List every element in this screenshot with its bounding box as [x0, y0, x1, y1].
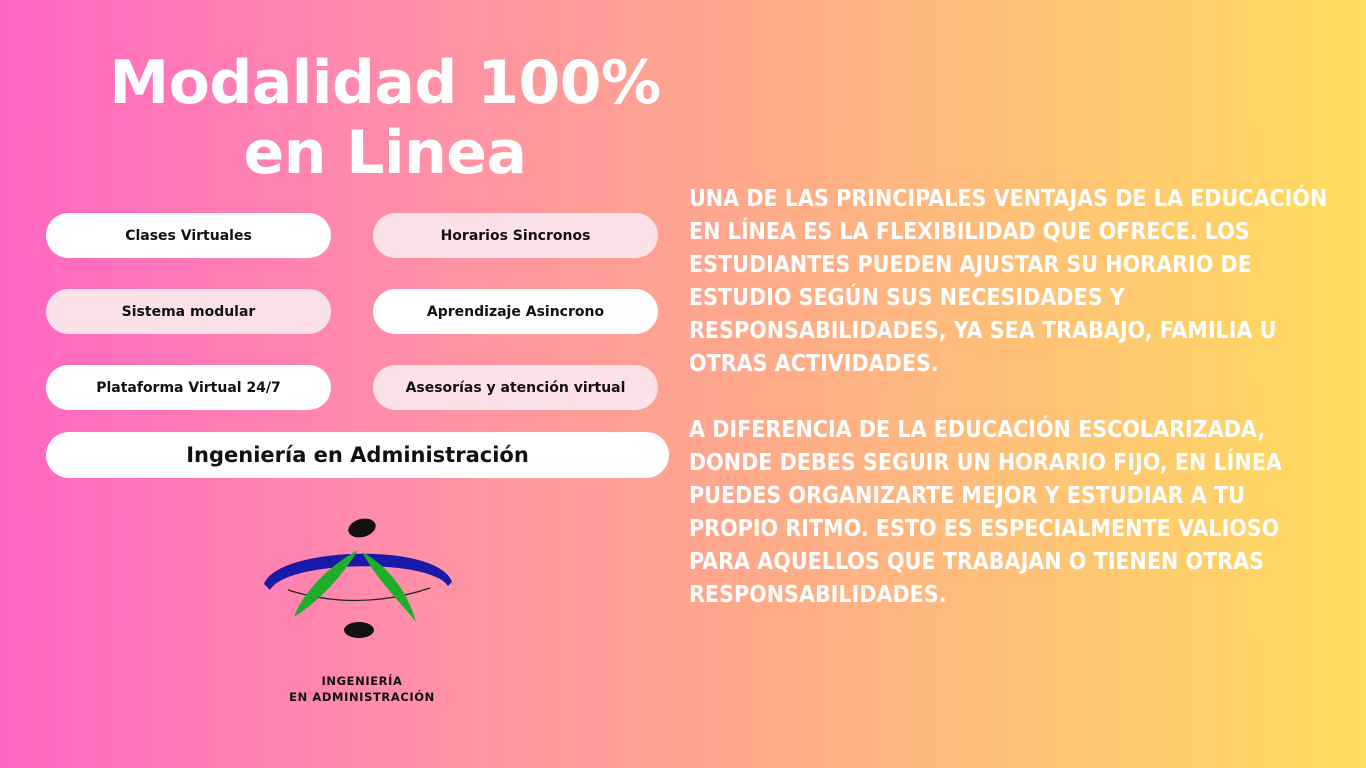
page-title — [60, 48, 710, 188]
feature-horarios-sincronos: Horarios Sincronos — [373, 213, 658, 258]
title-line-1: Modalidad 100% — [109, 48, 661, 118]
logo-top-dot — [346, 516, 378, 541]
ingenieria-logo-icon — [258, 512, 458, 647]
description-paragraph-2: A DIFERENCIA DE LA EDUCACIÓN ESCOLARIZADA, DONDE DEBES SEGUIR UN HORARIO FIJO, EN LÍNEA PUEDES ORGANIZARTE MEJOR Y ESTUDIAR A TU PROPIO RITMO. ESTO ES ESPECIALMENTE VALIOSO PARA AQUELLOS QUE TRABAJAN O TIENEN OTRAS RESPONSABILIDADES. — [689, 417, 1282, 608]
logo-caption-line-2: EN ADMINISTRACIÓN — [289, 690, 435, 704]
logo-caption — [262, 673, 462, 705]
program-name-banner: Ingeniería en Administración — [46, 432, 669, 478]
feature-asesorias: Asesorías y atención virtual — [373, 365, 658, 410]
feature-clases-virtuales: Clases Virtuales — [46, 213, 331, 258]
feature-aprendizaje-asincrono: Aprendizaje Asincrono — [373, 289, 658, 334]
feature-sistema-modular: Sistema modular — [46, 289, 331, 334]
logo-bottom-dot — [344, 622, 374, 638]
feature-plataforma-virtual: Plataforma Virtual 24/7 — [46, 365, 331, 410]
title-line-2: en Linea — [243, 118, 527, 188]
description-block — [689, 183, 1339, 645]
logo-arc — [264, 554, 452, 590]
description-paragraph-1: UNA DE LAS PRINCIPALES VENTAJAS DE LA EDUCACIÓN EN LÍNEA ES LA FLEXIBILIDAD QUE OFRECE. LOS ESTUDIANTES PUEDEN AJUSTAR SU HORARIO DE ESTUDIO SEGÚN SUS NECESIDADES Y RESPONSABILIDADES, YA SEA TRABAJO, FAMILIA U OTRAS ACTIVIDADES. — [689, 186, 1328, 377]
logo-caption-line-1: INGENIERÍA — [321, 674, 403, 688]
